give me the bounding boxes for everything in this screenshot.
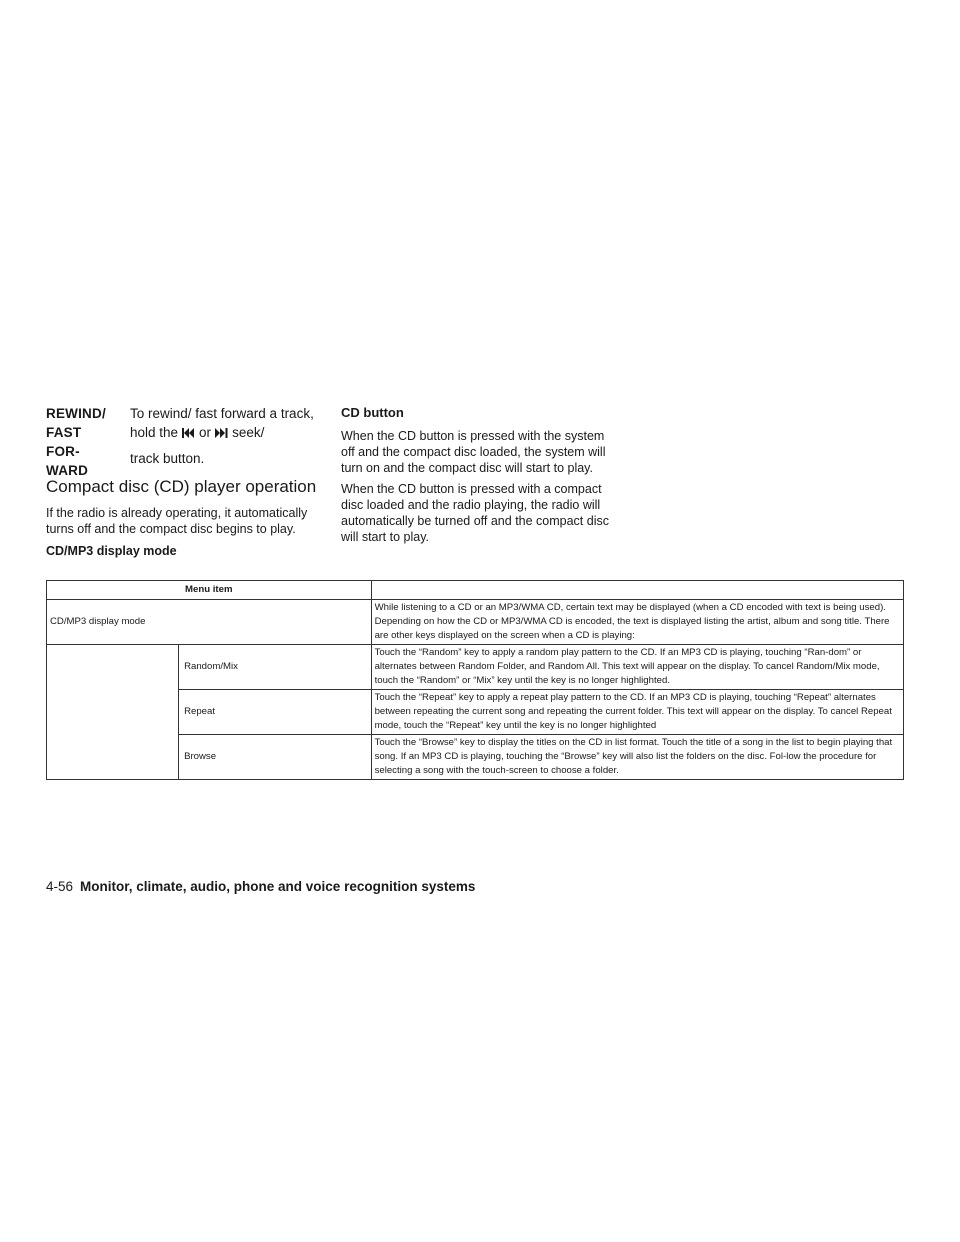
- table-row: [47, 645, 904, 690]
- chapter-title: Monitor, climate, audio, phone and voice recognition systems: [80, 879, 476, 894]
- intro-paragraph: If the radio is already operating, it automatically turns off and the compact disc begins to play.: [46, 506, 308, 536]
- desc-prefix: hold the: [130, 425, 179, 440]
- desc-suffix: seek/: [232, 425, 265, 440]
- menu-table: [46, 580, 904, 780]
- term-line: FAST: [46, 425, 82, 440]
- cd-button-paragraph-2: When the CD button is pressed with a compact disc loaded and the radio playing, the radio will automatically be turned off and the compact disc will start to play.: [341, 482, 609, 544]
- skip-next-icon: [215, 428, 228, 438]
- row-description: While listening to a CD or an MP3/WMA CD, certain text may be displayed (when a CD encoded with text is being used). Depending on how the CD or MP3/WMA CD is encoded, the text is displayed listing the artist, album and song title. There are other keys displayed on the screen when a CD is playing:: [371, 600, 903, 645]
- description-header: [371, 581, 903, 600]
- menu-item-header: Menu item: [47, 581, 372, 600]
- term-line: WARD: [46, 463, 89, 478]
- rewind-fast-forward-term: [46, 404, 124, 480]
- empty-cell: [47, 645, 179, 780]
- desc-or: or: [199, 425, 212, 440]
- desc-line-2: [130, 423, 335, 442]
- term-line: REWIND/: [46, 406, 106, 421]
- row-description: Touch the “Random” key to apply a random play pattern to the CD. If an MP3 CD is playing, touching “Ran-dom” or alternates between Random Folder, and Random All. This text will appear on the display. To cancel Random/Mix mode, touch the “Random” or “Mix” key until the key is no longer highlighted.: [371, 645, 903, 690]
- rewind-fast-forward-description: [130, 404, 335, 468]
- page-footer: [46, 878, 475, 896]
- page-number: 4-56: [46, 879, 74, 894]
- table-row: [47, 600, 904, 645]
- row-description: Touch the “Browse” key to display the titles on the CD in list format. Touch the title of a song in the list to begin playing that song. If an MP3 CD is playing, touching the “Browse” key will also list the folders on the disc. Fol-low the procedure for selecting a song with the touch-screen to choose a folder.: [371, 735, 903, 780]
- section-heading: Compact disc (CD) player operation: [46, 477, 317, 496]
- cd-button-paragraph-1: When the CD button is pressed with the system off and the compact disc loaded, the system will turn on and the compact disc will start to play.: [341, 429, 606, 475]
- table-header-row: [47, 581, 904, 600]
- row-label: Random/Mix: [179, 645, 371, 690]
- row-label: Browse: [179, 735, 371, 780]
- cd-button-heading: CD button: [341, 405, 404, 420]
- desc-line-1: To rewind/ fast forward a track,: [130, 406, 314, 421]
- row-label: Repeat: [179, 690, 371, 735]
- row-description: Touch the “Repeat” key to apply a repeat play pattern to the CD. If an MP3 CD is playing, touching “Repeat” alternates between repeating the current song and repeating the current folder. This text will appear on the display. To cancel Repeat mode, touch the “Repeat” key until the key is no longer highlighted: [371, 690, 903, 735]
- term-line: FOR-: [46, 444, 80, 459]
- desc-line-3: track button.: [130, 451, 205, 466]
- skip-previous-icon: [182, 428, 195, 438]
- row-label: CD/MP3 display mode: [47, 600, 372, 645]
- subsection-heading: CD/MP3 display mode: [46, 544, 177, 558]
